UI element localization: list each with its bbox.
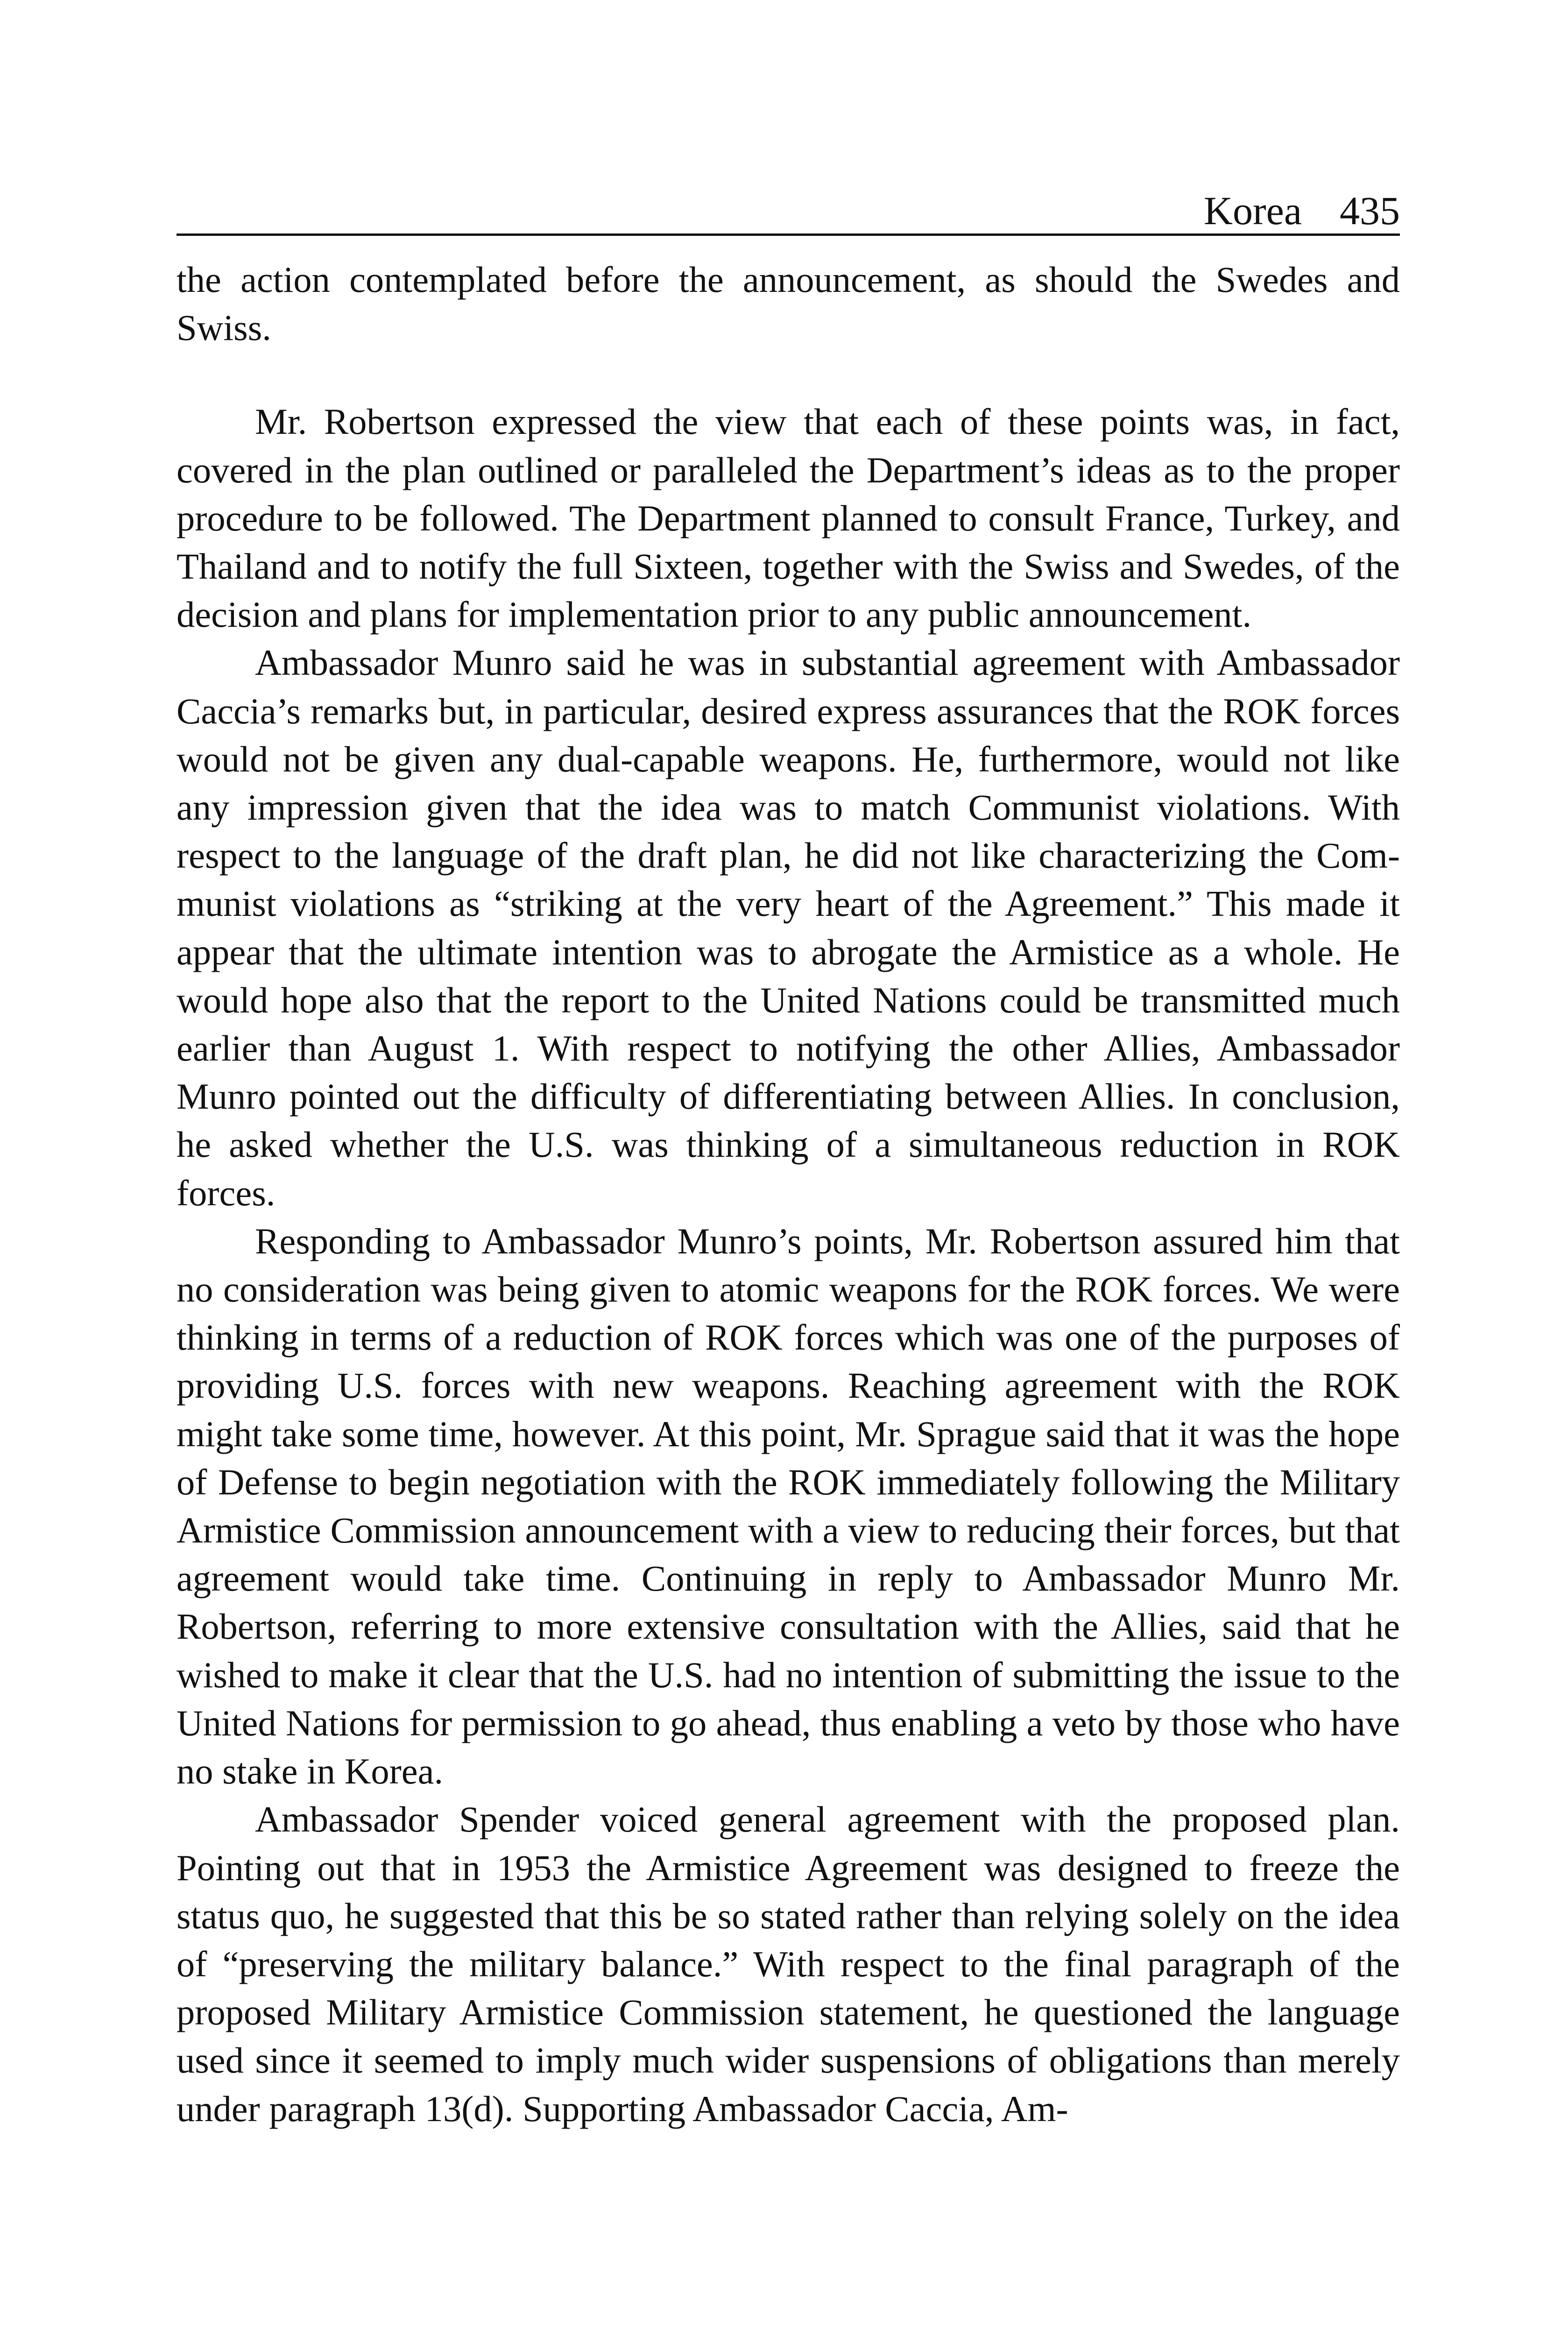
paragraph-robertson-response: Responding to Ambassador Munro’s points, Mr. Robertson assured him that no consideration was being given to atomic weapons for the ROK forces. We were thinking in terms of a reduction of ROK forces which was one of the purposes of providing U.S. forces with new weapons. Reaching agreement with the ROK might take some time, however. At this point, Mr. Sprague said that it was the hope of Defense to begin negotiation with the ROK immediately following the Military Armistice Commission announcement with a view to reducing their forces, but that agreement would take time. Continuing in reply to Ambassador Munro Mr. Robertson, referring to more extensive consultation with the Allies, said that he wished to make it clear that the U.S. had no intention of submitting the issue to the United Nations for permission to go ahead, thus enabling a veto by those who have no stake in Korea. — [177, 1220, 1400, 1792]
page-number: 435 — [1340, 188, 1400, 233]
document-page — [177, 163, 1400, 2335]
paragraph-robertson-view: Mr. Robertson expressed the view that each of these points was, in fact, covered in the plan outlined or paralleled the Department’s ideas as to the proper procedure to be followed. The Department planned to consult France, Turkey, and Thailand and to notify the full Sixteen, together with the Swiss and Swedes, of the decision and plans for implementation prior to any public announcement. — [177, 401, 1400, 635]
body-text — [177, 255, 1400, 2133]
running-header — [177, 163, 1400, 236]
paragraph-continuation: the action contemplated before the announcement, as should the Swedes and Swiss. — [177, 259, 1400, 348]
paragraph-spender-remarks: Ambassador Spender voiced general agreement with the proposed plan. Pointing out that in 1953 the Armistice Agreement was designed to freeze the status quo, he suggested that this be so stated rather than relying solely on the idea of “preserving the military balance.” With respect to the final paragraph of the proposed Military Armistice Commission statement, he questioned the language used since it seemed to imply much wider suspensions of obligations than merely under paragraph 13(d). Supporting Ambassador Caccia, Am- — [177, 1799, 1400, 2129]
running-title: Korea — [1203, 188, 1302, 233]
paragraph-munro-remarks: Ambassador Munro said he was in substantial agreement with Ambassador Caccia’s remarks but, in particular, desired express assurances that the ROK forces would not be given any dual-capable weapons. He, furthermore, would not like any impression given that the idea was to match Communist violations. With respect to the language of the draft plan, he did not like characterizing the Communist violations as “striking at the very heart of the Agreement.” This made it appear that the ultimate intention was to abrogate the Armistice as a whole. He would hope also that the report to the United Nations could be transmitted much earlier than August 1. With respect to notifying the other Allies, Ambassador Munro pointed out the difficulty of differentiating between Allies. In conclusion, he asked whether the U.S. was thinking of a simultaneous reduction in ROK forces. — [177, 642, 1400, 1213]
